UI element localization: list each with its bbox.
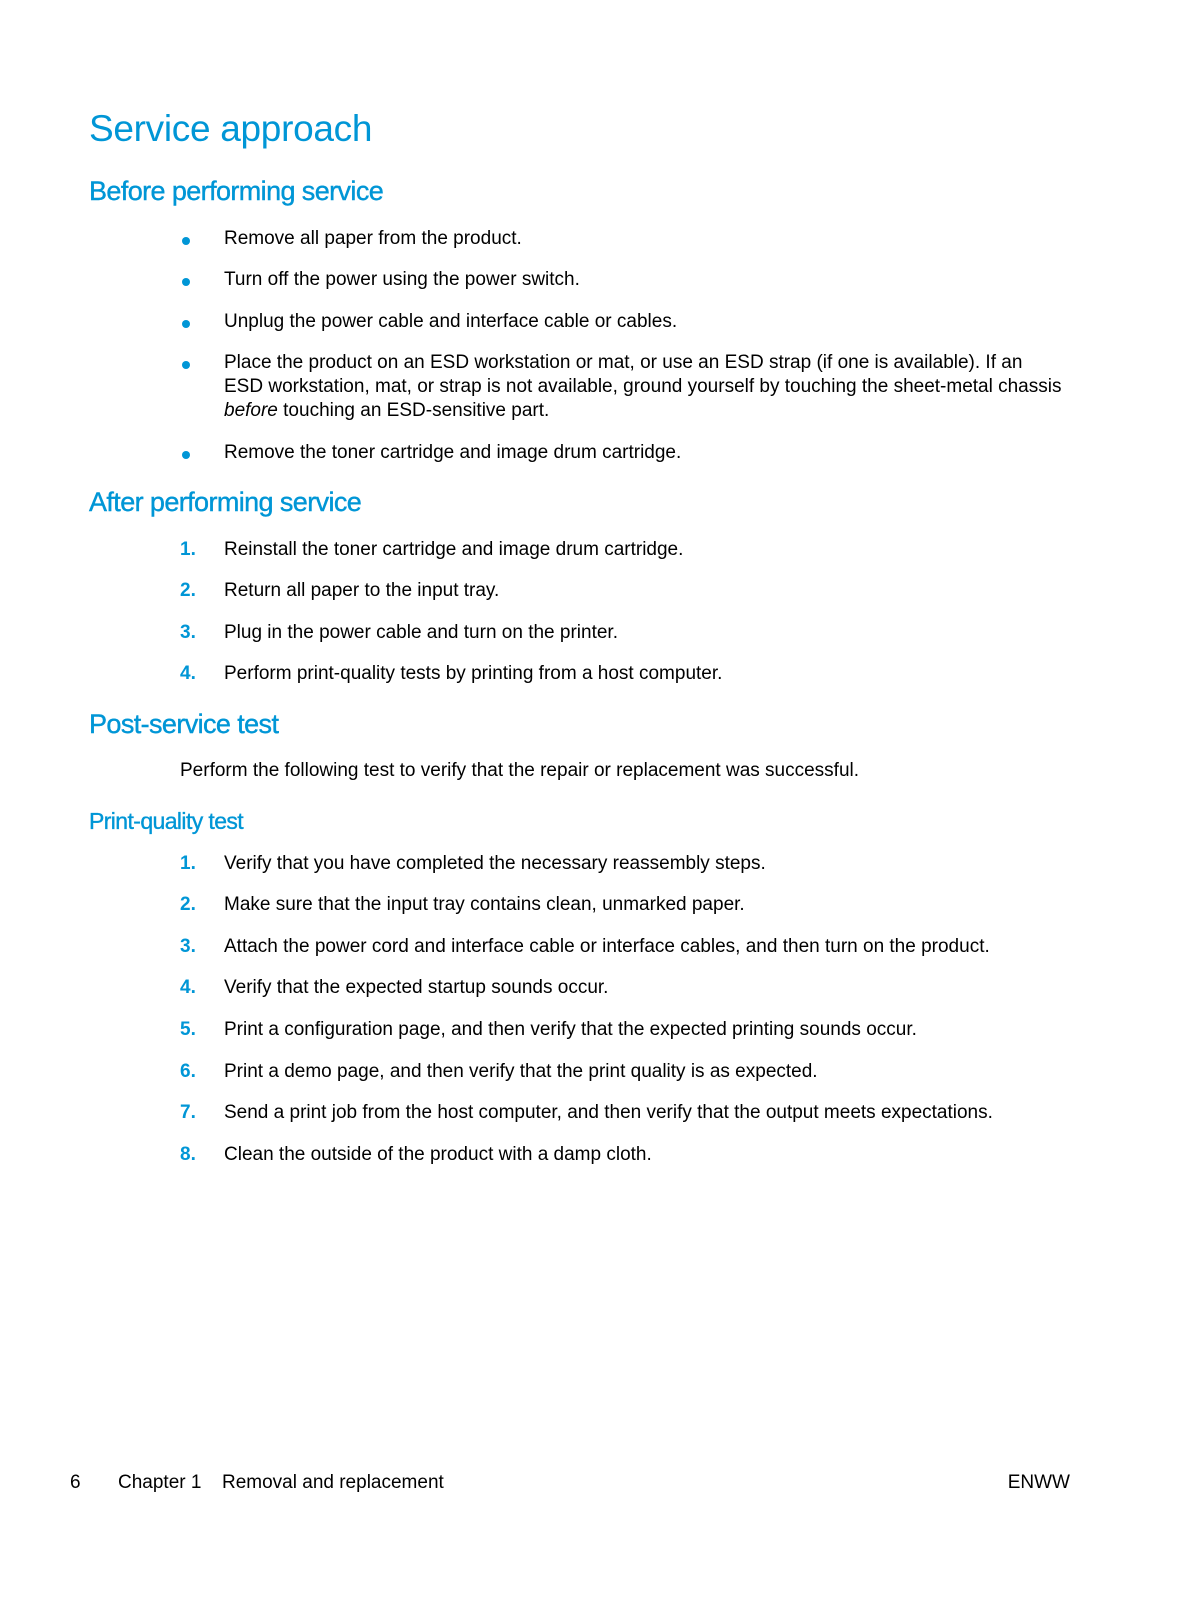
esd-text-part-2: touching an ESD-sensitive part. <box>277 400 550 421</box>
step-text: Verify that the expected startup sounds occur. <box>224 977 609 998</box>
step-number: 4. <box>180 663 196 684</box>
post-service-heading: Post-service test <box>89 709 279 739</box>
step-text: Print a configuration page, and then verify that the expected printing sounds occur. <box>224 1019 917 1040</box>
step-number: 3. <box>180 936 196 957</box>
bullet-icon <box>182 320 190 328</box>
post-service-intro: Perform the following test to verify that the repair or replacement was successful. <box>180 760 860 781</box>
step-text: Reinstall the toner cartridge and image drum cartridge. <box>224 539 684 560</box>
footer-locale: ENWW <box>1007 1472 1070 1493</box>
step-number: 1. <box>180 539 196 560</box>
step-text: Clean the outside of the product with a damp cloth. <box>224 1144 652 1165</box>
step-number: 2. <box>180 580 196 601</box>
step-number: 8. <box>180 1144 196 1165</box>
step-number: 7. <box>180 1102 196 1123</box>
step-number: 6. <box>180 1061 196 1082</box>
list-item-text: Remove all paper from the product. <box>224 228 522 249</box>
step-text: Return all paper to the input tray. <box>224 580 500 601</box>
step-text: Make sure that the input tray contains clean, unmarked paper. <box>224 894 745 915</box>
list-item-text <box>224 351 1064 423</box>
print-quality-heading: Print-quality test <box>89 808 244 834</box>
step-text: Verify that you have completed the necessary reassembly steps. <box>224 853 766 874</box>
before-service-heading: Before performing service <box>89 176 384 206</box>
step-text: Attach the power cord and interface cable or interface cables, and then turn on the product. <box>224 936 990 957</box>
step-number: 2. <box>180 894 196 915</box>
step-number: 3. <box>180 622 196 643</box>
step-number: 1. <box>180 853 196 874</box>
page-title: Service approach <box>89 108 373 149</box>
list-item-text: Turn off the power using the power switch. <box>224 269 580 290</box>
step-number: 4. <box>180 977 196 998</box>
bullet-icon <box>182 361 190 369</box>
list-item-text: Unplug the power cable and interface cable or cables. <box>224 311 678 332</box>
after-service-heading: After performing service <box>89 487 362 517</box>
bullet-icon <box>182 278 190 286</box>
footer-page-number: 6 <box>70 1472 81 1493</box>
esd-emphasis: before <box>224 400 278 421</box>
esd-text-part-1: Place the product on an ESD workstation or mat, or use an ESD strap (if one is available). If an ESD workstation, mat, or strap is not available, ground yourself by touching the sheet-metal chassis <box>224 352 1062 397</box>
footer-chapter-label: Chapter 1 <box>118 1472 202 1493</box>
footer-chapter-title: Removal and replacement <box>222 1472 444 1493</box>
step-text: Plug in the power cable and turn on the printer. <box>224 622 618 643</box>
bullet-icon <box>182 237 190 245</box>
bullet-icon <box>182 451 190 459</box>
step-text: Send a print job from the host computer, and then verify that the output meets expectations. <box>224 1102 993 1123</box>
step-text: Print a demo page, and then verify that the print quality is as expected. <box>224 1061 818 1082</box>
step-number: 5. <box>180 1019 196 1040</box>
step-text: Perform print-quality tests by printing from a host computer. <box>224 663 723 684</box>
list-item-text: Remove the toner cartridge and image drum cartridge. <box>224 442 682 463</box>
